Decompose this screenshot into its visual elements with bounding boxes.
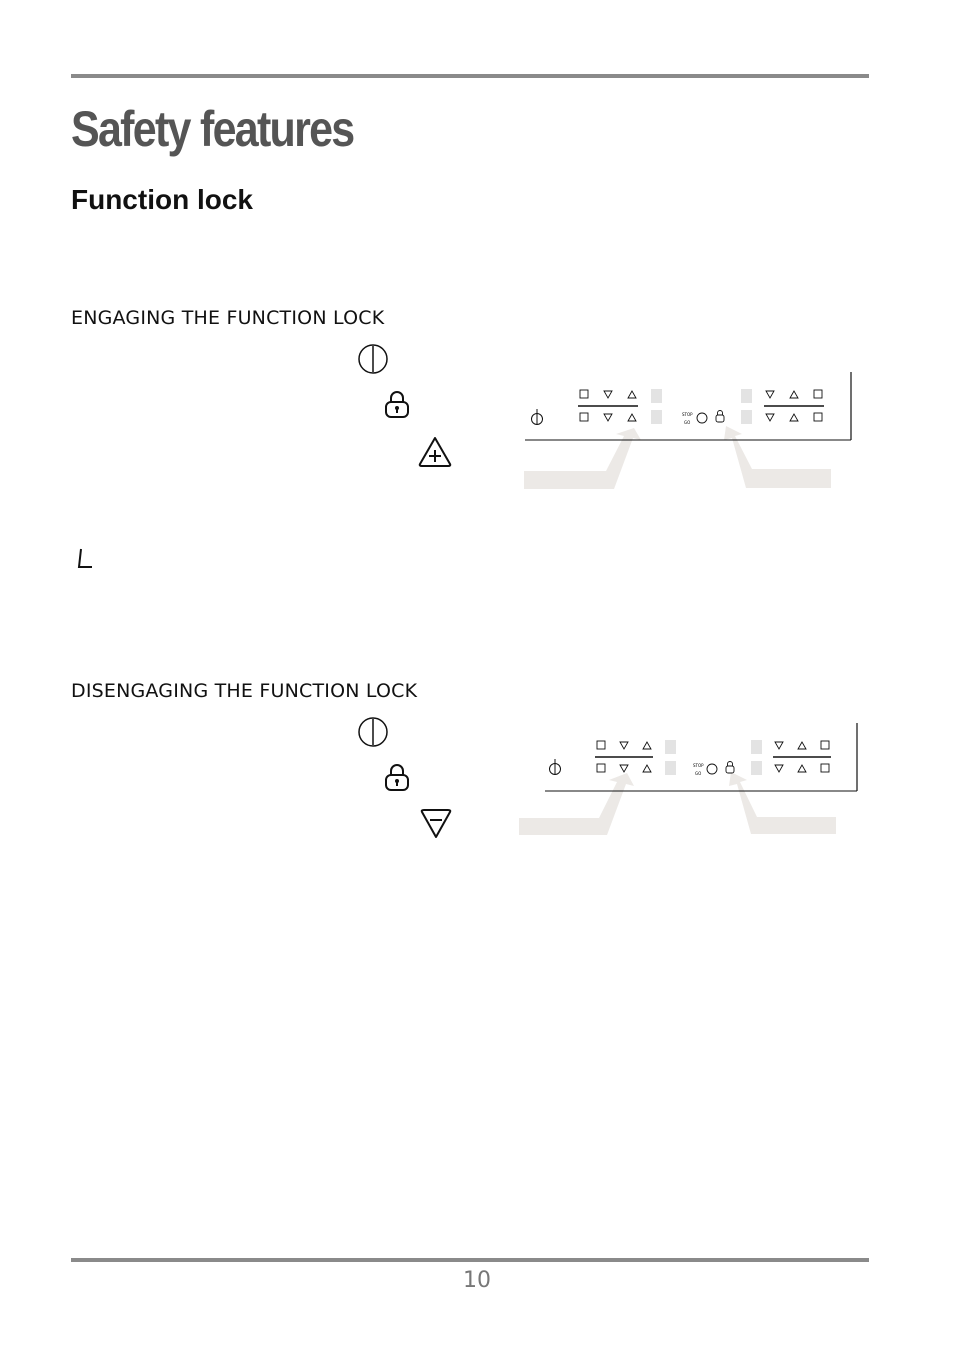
bottom-rule [71,1258,869,1262]
stop-label: STOP [682,412,693,417]
lock-icon [382,390,412,420]
disengage-heading: DISENGAGING THE FUNCTION LOCK [71,680,418,702]
control-panel-diagram-disengage [515,720,860,840]
arrow-right [724,426,831,488]
section-subtitle: Function lock [71,184,253,215]
panel-power-icon [532,409,543,425]
go-label: GO [684,420,691,425]
lock-icon [382,763,412,793]
display-l-symbol [74,545,98,573]
top-rule [71,74,869,78]
go-label: GO [695,771,702,776]
page-title: Safety features [71,101,354,157]
engage-heading: ENGAGING THE FUNCTION LOCK [71,307,385,329]
arrow-left [524,428,641,489]
minus-icon [419,808,453,840]
arrow-right [729,772,836,834]
page-number: 10 [463,1268,491,1293]
power-icon [357,716,389,748]
control-panel-diagram-engage [520,368,860,492]
plus-icon [417,436,453,468]
arrow-left [519,773,634,835]
power-icon [357,343,389,375]
panel-power-icon [550,759,561,775]
stop-label: STOP [693,763,704,768]
